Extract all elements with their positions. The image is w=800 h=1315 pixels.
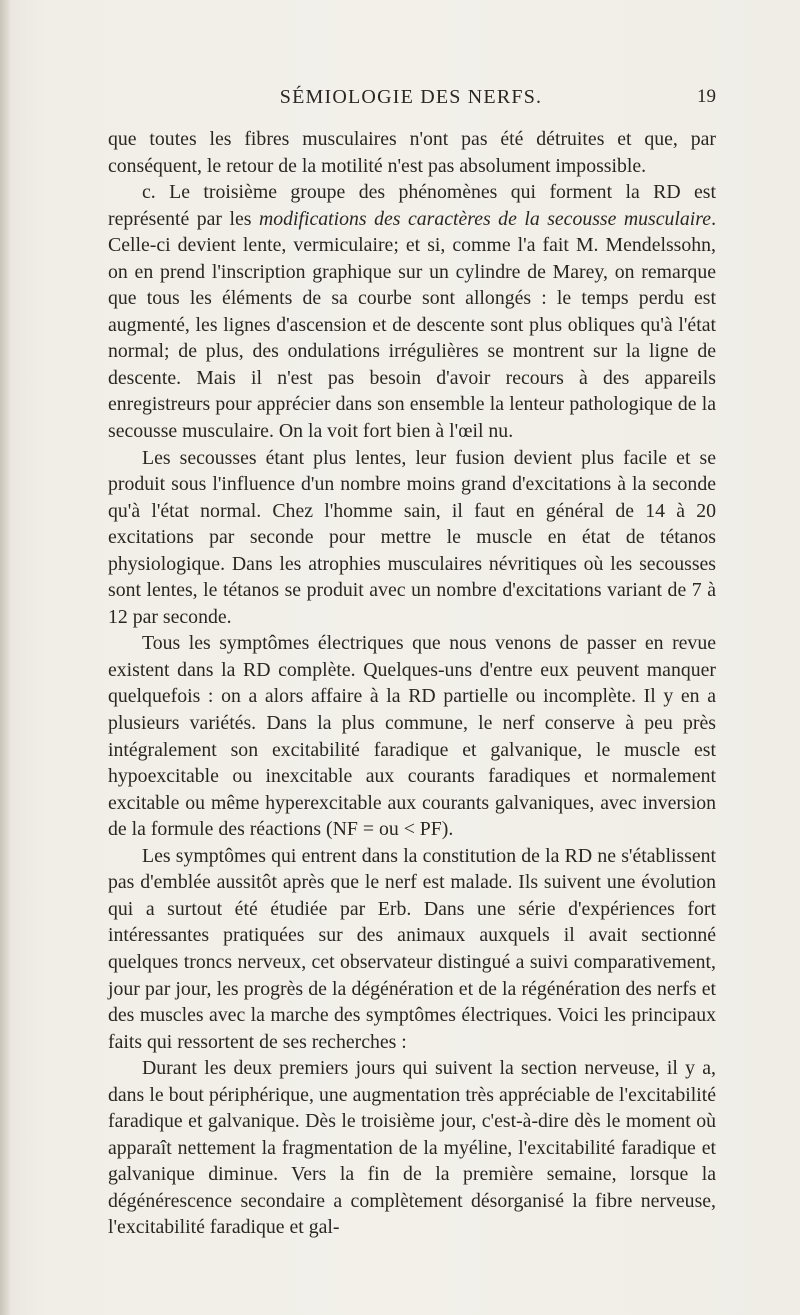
paragraph-5: Les symptômes qui entrent dans la constitution de la RD ne s'établissent pas d'emblée aussitôt après que le nerf est malade. Ils suivent une évolution qui a surtout été étudiée par Erb. Dans une série d'expériences fort intéressantes pratiquées sur des animaux auxquels il avait sectionné quelques troncs nerveux, cet observateur distingué a suivi comparativement, jour par jour, les progrès de la dégénération et de la régénération des nerfs et des muscles avec la marche des symptômes électriques. Voici les principaux faits qui ressortent de ses recherches :: [108, 844, 716, 1053]
paragraph-2-emphasis: modifications des caractères de la secousse musculaire: [258, 207, 712, 230]
running-head: SÉMIOLOGIE DES NERFS.: [279, 86, 543, 108]
paragraph-6: Durant les deux premiers jours qui suivent la section nerveuse, il y a, dans le bout périphérique, une augmentation très appréciable de l'excitabilité faradique et galvanique. Dès le troisième jour, c'est-à-dire dès le moment où apparaît nettement la fragmentation de la myéline, l'excitabilité faradique et galvanique diminue. Vers la fin de la première semaine, lorsque la dégénérescence secondaire a complètement désorganisé la fibre nerveuse, l'excitabilité faradique et gal-: [108, 1057, 716, 1239]
paragraph-1: que toutes les fibres musculaires n'ont pas été détruites et que, par conséquent, le retour de la motilité n'est pas absolument impossible.: [108, 128, 716, 177]
paragraph-2: [108, 179, 716, 444]
page-binding-edge: [0, 0, 10, 1315]
paragraph-2-end: . Celle-ci devient lente, vermiculaire; et si, comme l'a fait M. Mendelssohn, on en prend l'inscription graphique sur un cylindre de Marey, on remarque que tous les éléments de sa courbe sont allongés : le temps perdu est augmenté, les lignes d'ascension et de descente sont plus obliques qu'à l'état normal; de plus, des ondulations irrégulières se montrent sur la ligne de descente. Mais il n'est pas besoin d'avoir recours à des appareils enregistreurs pour apprécier dans son ensemble la lenteur pathologique de la secousse musculaire. On la voit fort bien à l'œil nu.: [108, 207, 717, 443]
paragraph-4: Tous les symptômes électriques que nous venons de passer en revue existent dans la RD complète. Quelques-uns d'entre eux peuvent manquer quelquefois : on a alors affaire à la RD partielle ou incomplète. Il y en a plusieurs variétés. Dans la plus commune, le nerf conserve à peu près intégralement son excitabilité faradique et galvanique, le muscle est hypoexcitable ou inexcitable aux courants faradiques et normalement excitable ou même hyperexcitable aux courants galvaniques, avec inversion de la formule des réactions (NF = ou < PF).: [108, 632, 716, 841]
page-number: 19: [697, 86, 716, 107]
paragraph-3: Les secousses étant plus lentes, leur fusion devient plus facile et se produit sous l'influence d'un nombre moins grand d'excitations à la seconde qu'à l'état normal. Chez l'homme sain, il faut en général de 14 à 20 excitations par seconde pour mettre le muscle en état de tétanos physiologique. Dans les atrophies musculaires névritiques où les secousses sont lentes, le tétanos se produit avec un nombre d'excitations variant de 7 à 12 par seconde.: [108, 446, 716, 628]
body-text: [108, 126, 716, 1241]
page-header: [110, 86, 716, 112]
paragraph-2-start: c. Le troisième groupe des phénomènes qui forment la RD est représenté par les: [108, 181, 716, 230]
